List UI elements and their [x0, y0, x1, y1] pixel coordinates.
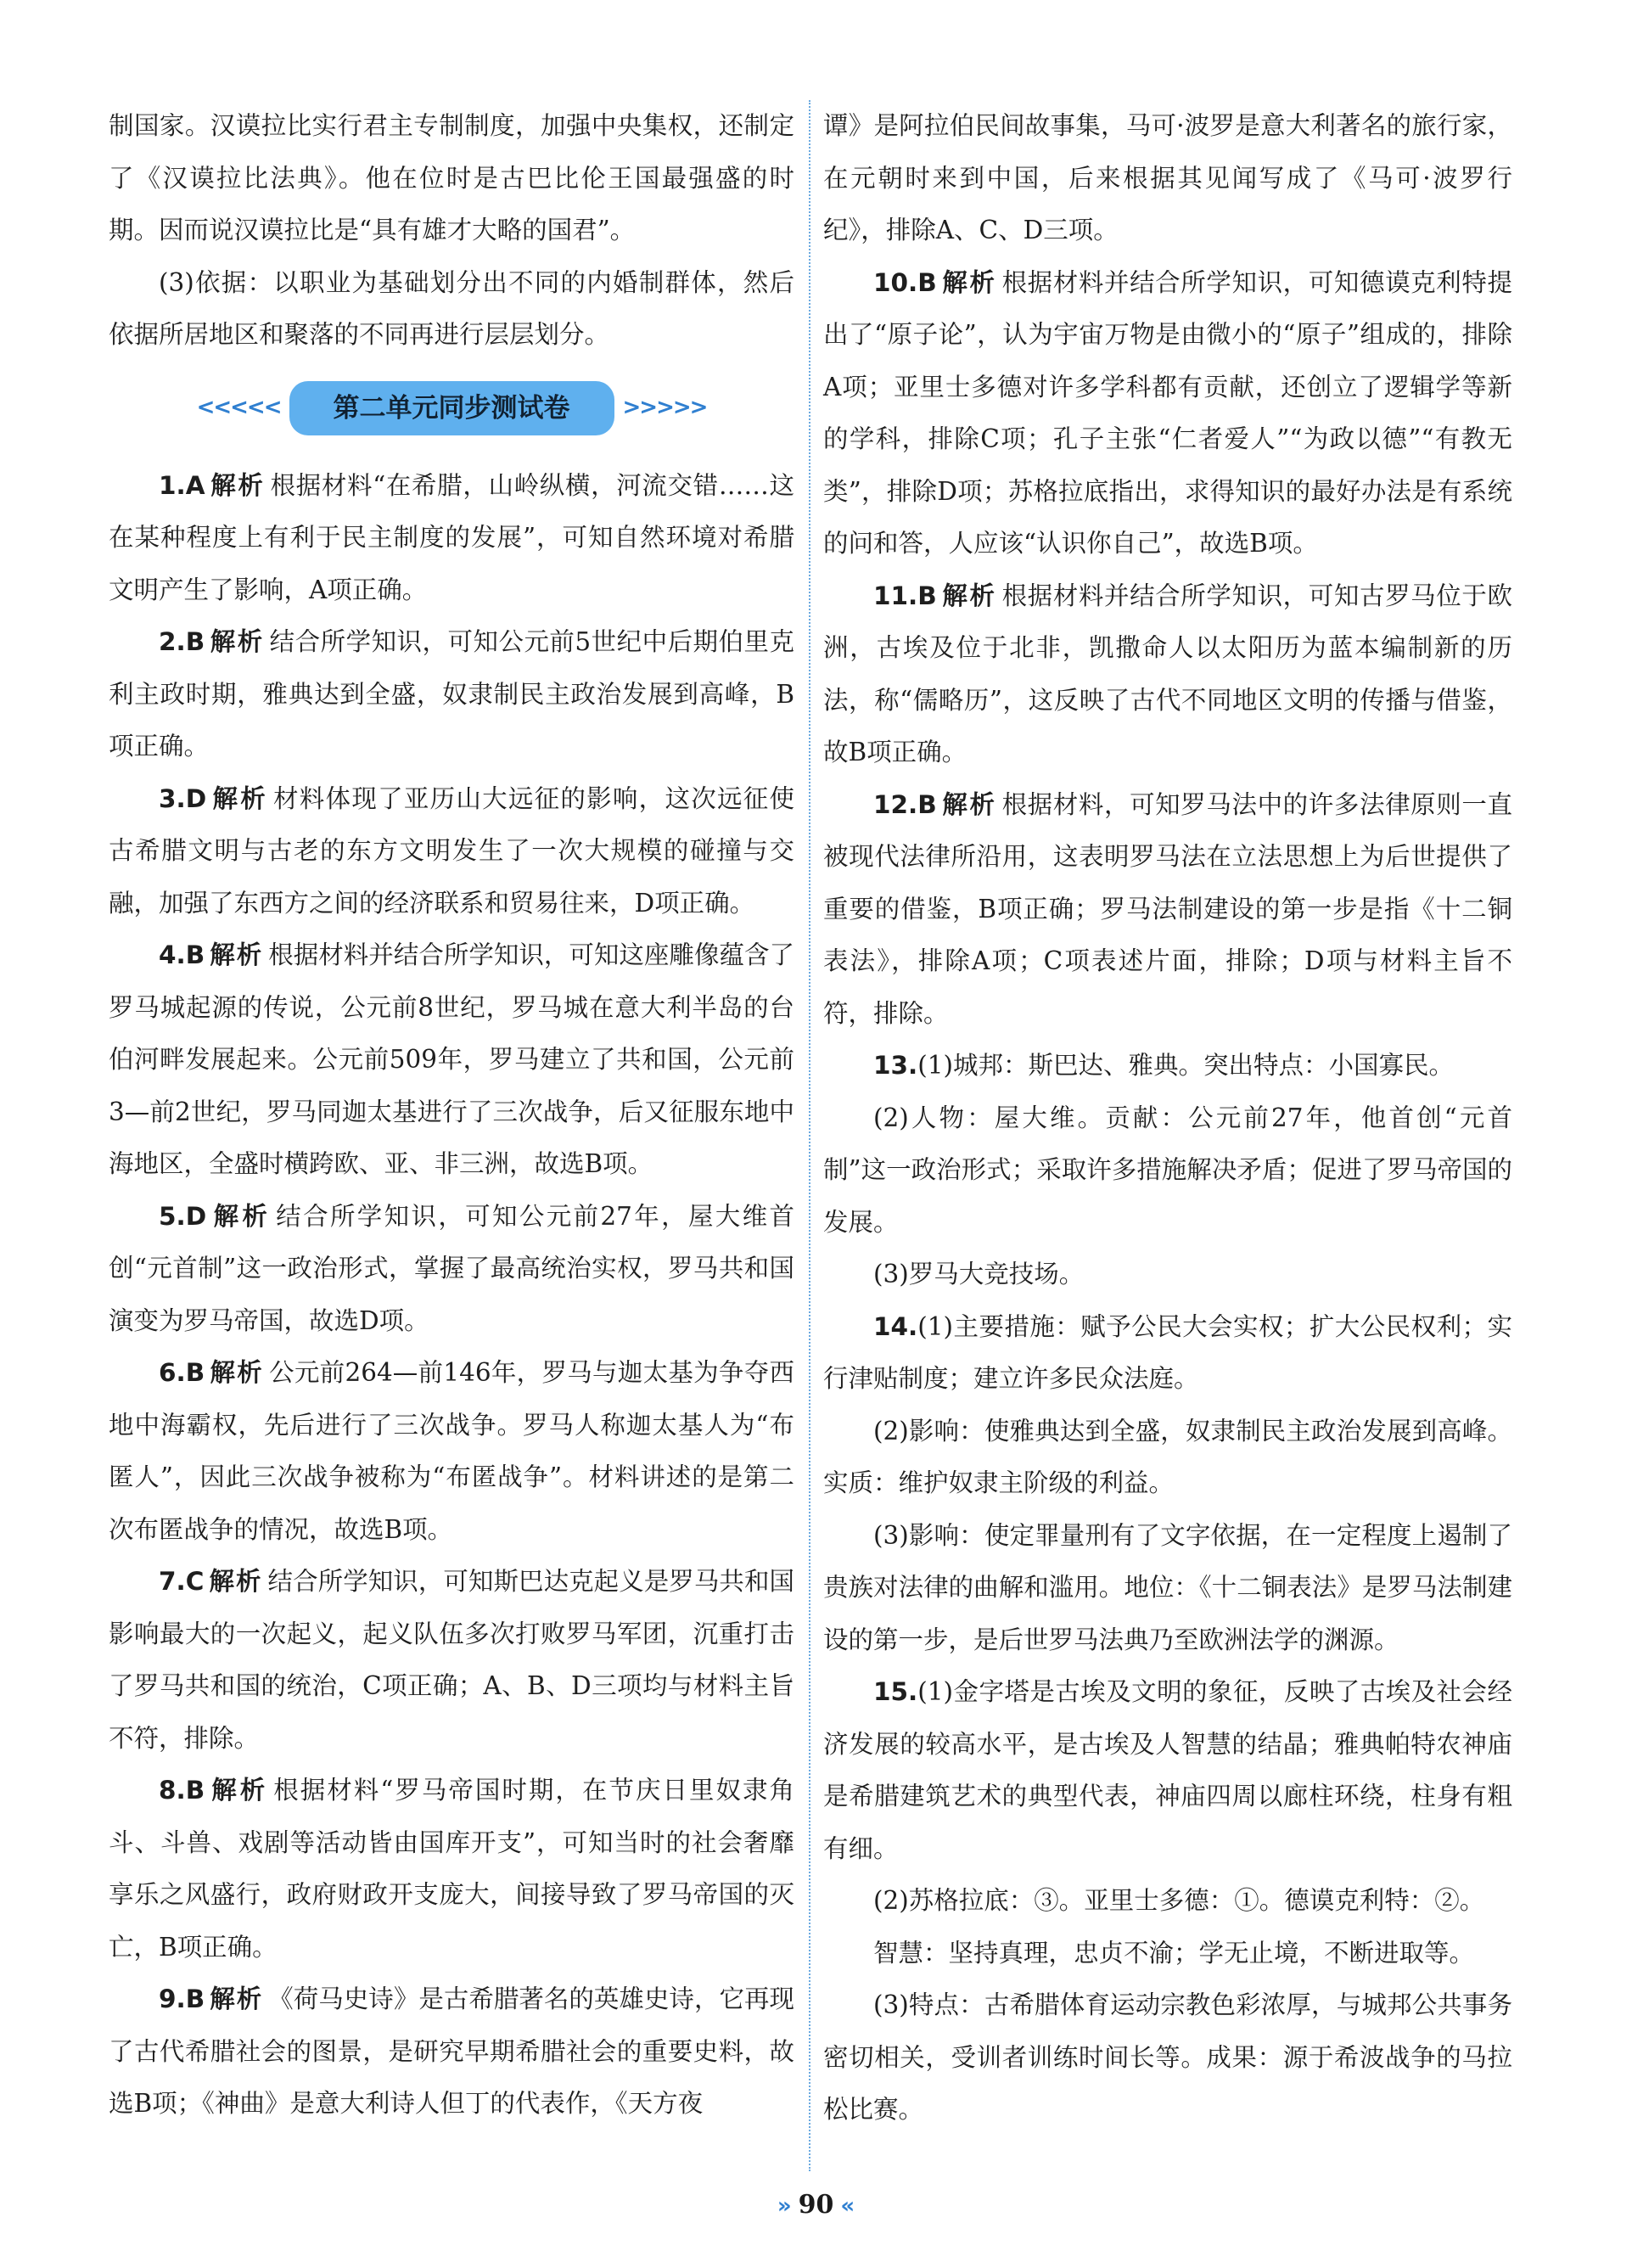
answer-item [109, 929, 794, 1191]
analysis-text: 材料体现了亚历山大远征的影响，这次远征使古希腊文明与古老的东方文明发生了一次大规模的碰撞与交融，加强了东西方之间的经济联系和贸易往来，D项正确。 [109, 783, 794, 918]
question-number: 4. [159, 940, 186, 969]
analysis-label: 解析 [211, 783, 269, 813]
answer-letter: B [185, 940, 205, 969]
analysis-text: 结合所学知识，可知斯巴达克起义是罗马共和国影响最大的一次起义，起义队伍多次打败罗马军团，沉重打击了罗马共和国的统治，C项正确；A、B、D三项均与材料主旨不符，排除。 [109, 1567, 794, 1753]
answer-item [109, 1191, 794, 1348]
answer-letter: B [185, 1984, 205, 2013]
arrow-left-icon: « [840, 2193, 855, 2219]
analysis-text: 根据材料并结合所学知识，可知古罗马位于欧洲，古埃及位于北非，凯撒命人以太阳历为蓝本编制新的历法，称“儒略历”，这反映了古代不同地区文明的传播与借鉴，故B项正确。 [823, 581, 1512, 766]
analysis-text: 根据材料并结合所学知识，可知德谟克利特提出了“原子论”，认为宇宙万物是由微小的“原子”组成的，排除A项；亚里士多德对许多学科都有贡献，还创立了逻辑学等新的学科，排除C项；孔子主张“仁者爱人”“为政以德”“有教无类”，排除D项；苏格拉底指出，求得知识的最好办法是有系统的问和答，人应该“认识你自己”，故选B项。 [823, 267, 1512, 558]
answer-item [109, 1765, 794, 1973]
answer-item [109, 1556, 794, 1765]
question-number: 15. [873, 1677, 918, 1706]
answer-subparagraph: (2)人物：屋大维。贡献：公元前27年，他首创“元首制”这一政治形式；采取许多措施解决矛盾；促进了罗马帝国的发展。 [823, 1103, 1512, 1237]
question-number: 11. [873, 581, 918, 610]
answer-item-13 [823, 1040, 1512, 1092]
question-number: 9. [159, 1984, 186, 2013]
answer-letter: B [917, 267, 937, 297]
analysis-label: 解析 [941, 267, 997, 297]
answer-item [109, 1973, 794, 2130]
continued-paragraph: 谭》是阿拉伯民间故事集，马可·波罗是意大利著名的旅行家，在元朝时来到中国，后来根据其见闻写成了《马可·波罗行纪》，排除A、C、D三项。 [823, 111, 1512, 244]
left-column [109, 100, 794, 2130]
answer-item [109, 1347, 794, 1556]
answer-letter: B [185, 1776, 205, 1805]
section-title: 第二单元同步测试卷 [289, 381, 614, 435]
answer-letter: D [185, 1201, 207, 1231]
page-footer [0, 2190, 1632, 2220]
answer-letter: A [185, 470, 205, 500]
analysis-text: 《荷马史诗》是古希腊著名的英雄史诗，它再现了古代希腊社会的图景，是研究早期希腊社会的重要史料，故选B项；《神曲》是意大利诗人但丁的代表作，《天方夜 [109, 1984, 794, 2118]
analysis-label: 解析 [210, 470, 266, 500]
analysis-text: 根据材料，可知罗马法中的许多法律原则一直被现代法律所沿用，这表明罗马法在立法思想上为后世提供了重要的借鉴，B项正确；罗马法制建设的第一步是指《十二铜表法》，排除A项；C项表述片面，排除；D项与材料主旨不符，排除。 [823, 789, 1512, 1028]
answer-subparagraph: (2)苏格拉底：③。亚里士多德：①。德谟克利特：②。 [873, 1886, 1485, 1915]
analysis-label: 解析 [941, 789, 997, 819]
analysis-text: 结合所学知识，可知公元前27年，屋大维首创“元首制”这一政治形式，掌握了最高统治实权，罗马共和国演变为罗马帝国，故选D项。 [109, 1201, 794, 1335]
analysis-text: 结合所学知识，可知公元前5世纪中后期伯里克利主政时期，雅典达到全盛，奴隶制民主政治发展到高峰，B项正确。 [109, 627, 794, 761]
answer-letter: C [185, 1567, 205, 1596]
question-number: 10. [873, 267, 918, 297]
answer-text: (1)城邦：斯巴达、雅典。突出特点：小国寡民。 [917, 1051, 1455, 1080]
page-number: 90 [798, 2190, 834, 2220]
answer-item [109, 773, 794, 930]
answer-subparagraph: (3)特点：古希腊体育运动宗教色彩浓厚，与城邦公共事务密切相关，受训者训练时间长等。成果：源于希波战争的马拉松比赛。 [823, 1990, 1512, 2124]
answer-item [109, 460, 794, 617]
question-number: 13. [873, 1051, 918, 1080]
question-number: 6. [159, 1358, 186, 1387]
analysis-label: 解析 [210, 940, 264, 969]
question-number: 7. [159, 1567, 186, 1596]
right-column [823, 100, 1512, 2136]
analysis-text: 根据材料“在希腊，山岭纵横，河流交错……这在某种程度上有利于民主制度的发展”，可知自然环境对希腊文明产生了影响，A项正确。 [109, 470, 794, 604]
analysis-label: 解析 [211, 1201, 272, 1231]
answer-letter: B [185, 1358, 205, 1387]
question-number: 2. [159, 627, 186, 656]
question-number: 14. [873, 1311, 918, 1341]
analysis-label: 解析 [941, 581, 997, 610]
intro-paragraph: 制国家。汉谟拉比实行君主专制制度，加强中央集权，还制定了《汉谟拉比法典》。他在位时是古巴比伦王国最强盛的时期。因而说汉谟拉比是“具有雄才大略的国君”。 [109, 111, 794, 244]
question-number: 8. [159, 1776, 186, 1805]
arrow-right-icon: » [777, 2193, 792, 2219]
answer-text: (1)主要措施：赋予公民大会实权；扩大公民权利；实行津贴制度；建立许多民众法庭。 [823, 1311, 1512, 1393]
answer-subparagraph: (3)影响：使定罪量刑有了文字依据，在一定程度上遏制了贵族对法律的曲解和滥用。地位：《十二铜表法》是罗马法制建设的第一步，是后世罗马法典乃至欧洲法学的渊源。 [823, 1520, 1512, 1654]
answer-item [823, 570, 1512, 779]
column-divider [809, 100, 810, 2171]
chevrons-left-icon: <<<<< [196, 394, 281, 420]
answer-letter: D [185, 783, 207, 813]
answer-item [823, 779, 1512, 1041]
question-number: 3. [159, 783, 186, 813]
chevrons-right-icon: >>>>> [622, 394, 707, 420]
analysis-label: 解析 [210, 1776, 269, 1805]
answer-subparagraph: (3)罗马大竞技场。 [873, 1260, 1085, 1288]
analysis-label: 解析 [210, 627, 265, 656]
answer-item [823, 257, 1512, 570]
answer-text: (1)金字塔是古埃及文明的象征，反映了古埃及社会经济发展的较高水平，是古埃及人智慧的结晶；雅典帕特农神庙是希腊建筑艺术的典型代表，神庙四周以廊柱环绕，柱身有粗有细。 [823, 1677, 1512, 1863]
answer-letter: B [917, 581, 937, 610]
analysis-label: 解析 [210, 1984, 264, 2013]
analysis-label: 解析 [210, 1358, 265, 1387]
analysis-text: 根据材料“罗马帝国时期，在节庆日里奴隶角斗、斗兽、戏剧等活动皆由国库开支”，可知当时的社会奢靡享乐之风盛行，政府财政开支庞大，间接导致了罗马帝国的灭亡，B项正确。 [109, 1776, 794, 1962]
question-number: 5. [159, 1201, 186, 1231]
answer-item-15 [823, 1666, 1512, 1875]
answer-letter: B [917, 789, 937, 819]
intro-paragraph: (3)依据：以职业为基础划分出不同的内婚制群体，然后依据所居地区和聚落的不同再进行层层划分。 [109, 267, 794, 349]
analysis-label: 解析 [209, 1567, 263, 1596]
question-number: 1. [159, 470, 186, 500]
question-number: 12. [873, 789, 918, 819]
analysis-text: 根据材料并结合所学知识，可知这座雕像蕴含了罗马城起源的传说，公元前8世纪，罗马城在意大利半岛的台伯河畔发展起来。公元前509年，罗马建立了共和国，公元前3—前2世纪，罗马同迦太基进行了三次战争，后又征服东地中海地区，全盛时横跨欧、亚、非三洲，故选B项。 [109, 940, 794, 1178]
answer-letter: B [185, 627, 205, 656]
answer-subparagraph: 智慧：坚持真理，忠贞不渝；学无止境，不断进取等。 [873, 1938, 1475, 1968]
answer-item-14 [823, 1301, 1512, 1406]
answer-item [109, 616, 794, 773]
section-banner [109, 379, 794, 438]
answer-subparagraph: (2)影响：使雅典达到全盛，奴隶制民主政治发展到高峰。实质：维护奴隶主阶级的利益。 [823, 1416, 1512, 1497]
analysis-text: 公元前264—前146年，罗马与迦太基为争夺西地中海霸权，先后进行了三次战争。罗马人称迦太基人为“布匿人”，因此三次战争被称为“布匿战争”。材料讲述的是第二次布匿战争的情况，故选B项。 [109, 1358, 794, 1544]
